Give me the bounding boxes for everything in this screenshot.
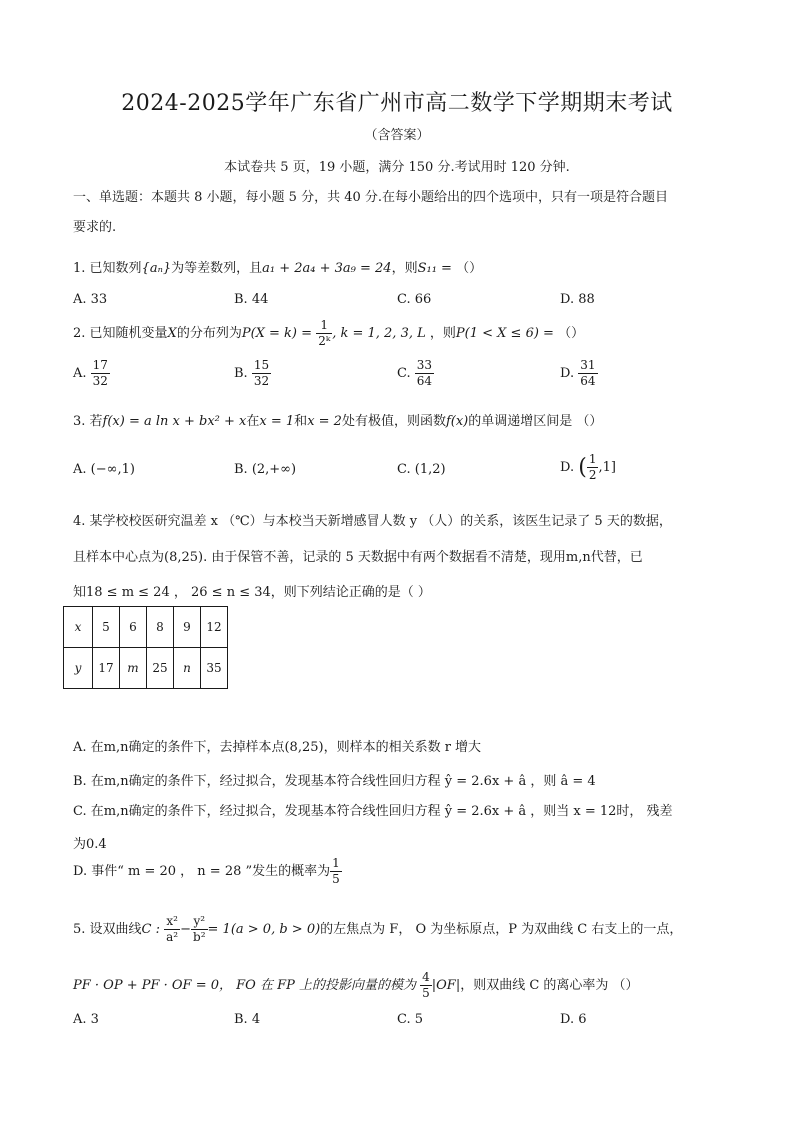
q1-seq: {aₙ} <box>141 261 172 276</box>
table-cell: 9 <box>174 607 201 648</box>
q4-d-frac <box>330 856 342 887</box>
table-cell: n <box>174 648 201 689</box>
table-row <box>64 648 228 689</box>
q3-and: 和 <box>294 414 308 429</box>
q3-x1: x = 1 <box>259 414 295 429</box>
q4-option-d <box>73 856 342 887</box>
q4-d-text: D. 事件“ m = 20 ， n = 28 ”发生的概率为 <box>73 864 331 879</box>
q3-d-bracket: ( <box>578 455 587 480</box>
q4-d-den: 5 <box>332 872 340 886</box>
q5-b2: b² <box>193 930 206 944</box>
q5-tail: 的左焦点为 F， O 为坐标原点，P 为双曲线 C 右支上的一点， <box>320 922 683 937</box>
q2-c-label: C. <box>397 366 411 381</box>
q4-d-num: 1 <box>332 856 340 870</box>
q2-a-frac <box>91 358 110 389</box>
page-subtitle: （含答案） <box>364 128 430 143</box>
q2-c-den: 64 <box>416 374 433 388</box>
q2-option-d <box>560 358 598 389</box>
q3-fx: f(x) = a ln x + bx² + x <box>102 414 247 429</box>
q3-end: 的单调递增区间是 （） <box>468 414 603 429</box>
q2-d-num: 31 <box>580 358 596 372</box>
q3-fx2: f(x) <box>445 414 469 429</box>
question-4-line3: 知18 ≤ m ≤ 24 ， 26 ≤ n ≤ 34，则下列结论正确的是（ ） <box>73 585 431 600</box>
question-5-line2 <box>73 970 639 1001</box>
q1-eq: a₁ + 2a₄ + 3a₉ = 24 <box>262 261 392 276</box>
table-cell: 12 <box>201 607 228 648</box>
q2-option-a <box>73 358 110 389</box>
section-heading: 一、单选题：本题共 8 小题，每小题 5 分，共 40 分.在每小题给出的四个选项中，只有一项是符合题目 <box>73 190 669 205</box>
table-cell: y <box>64 648 93 689</box>
question-3 <box>73 410 602 429</box>
table-cell: 8 <box>147 607 174 648</box>
question-4-line2: 且样本中心点为(8,25). 由于保管不善，记录的 5 天数据中有两个数据看不清楚，现用m,n代替，已 <box>73 550 643 565</box>
data-table <box>63 606 228 689</box>
q3-mid: 在 <box>246 414 260 429</box>
q5-y2: y² <box>191 914 208 930</box>
q3-d-num: 1 <box>588 452 597 466</box>
q2-d-label: D. <box>560 366 575 381</box>
q2-k: , k = 1, 2, 3, L <box>332 326 426 341</box>
q1-option-c: C. 66 <box>397 292 432 307</box>
q5-a2: a² <box>166 930 179 944</box>
q5-n45: 4 <box>422 970 430 984</box>
q3-option-a: A. (−∞,1) <box>73 462 135 477</box>
q3-d-label: D. <box>560 460 575 475</box>
q4-option-c-cont: 为0.4 <box>73 837 107 852</box>
q2-d-den: 64 <box>580 374 596 388</box>
q2-option-c <box>397 358 434 389</box>
q2-b-den: 32 <box>253 374 270 388</box>
q5-option-d: D. 6 <box>560 1012 587 1027</box>
q4-option-c: C. 在m,n确定的条件下，经过拟合，发现基本符合线性回归方程 ŷ = 2.6x + â ，则当 x = 12时， 残差 <box>73 804 673 819</box>
q1-paren: （） <box>456 261 483 276</box>
table-cell: 17 <box>93 648 120 689</box>
q3-d-frac <box>587 452 599 483</box>
q5-x2: x² <box>164 914 180 930</box>
q1-option-d: D. 88 <box>560 292 595 307</box>
q3-d-tail: ,1] <box>598 460 616 475</box>
q3-tail: 处有极值，则函数 <box>341 414 446 429</box>
q2-var: X <box>167 326 177 341</box>
q2-den: 2ᵏ <box>318 334 331 348</box>
q5-of: |OF| <box>431 978 461 993</box>
q5-eq: = 1(a > 0, b > 0) <box>207 922 321 937</box>
q1-tail: ，则 <box>391 261 418 276</box>
q5-line2-tail: ，则双曲线 C 的离心率为 （） <box>460 978 639 993</box>
table-cell: 25 <box>147 648 174 689</box>
page-title: 2024-2025学年广东省广州市高二数学下学期期末考试 <box>121 91 673 116</box>
q4-option-a: A. 在m,n确定的条件下，去掉样本点(8,25)，则样本的相关系数 r 增大 <box>73 740 482 755</box>
q2-tail: ，则 <box>429 326 456 341</box>
q2-pre: 2. 已知随机变量 <box>73 326 168 341</box>
q2-num: 1 <box>316 318 332 334</box>
question-5 <box>73 914 682 945</box>
question-2 <box>73 318 584 349</box>
q5-option-c: C. 5 <box>397 1012 424 1027</box>
q5-frac-x <box>164 914 180 945</box>
question-1 <box>73 257 482 276</box>
q3-option-b: B. (2,+∞) <box>234 462 297 477</box>
q2-c-frac <box>415 358 434 389</box>
section-heading-cont: 要求的. <box>73 220 117 235</box>
q5-pre: 5. 设双曲线 <box>73 922 142 937</box>
q1-option-b: B. 44 <box>234 292 269 307</box>
table-cell: m <box>120 648 147 689</box>
q2-mid: 的分布列为 <box>176 326 242 341</box>
q2-b-label: B. <box>234 366 248 381</box>
q3-x2: x = 2 <box>307 414 342 429</box>
q5-frac-y <box>191 914 208 945</box>
q3-pre: 3. 若 <box>73 414 103 429</box>
table-row <box>64 607 228 648</box>
q2-option-b <box>234 358 271 389</box>
q2-fraction <box>316 318 332 349</box>
q1-s: S₁₁ = <box>417 261 452 276</box>
q2-b-num: 15 <box>253 358 270 372</box>
q3-d-den: 2 <box>588 468 597 482</box>
q5-minus: − <box>180 922 192 937</box>
q2-a-num: 17 <box>92 358 108 372</box>
q2-c-num: 33 <box>416 358 433 372</box>
q2-prob: P(1 < X ≤ 6) = <box>455 326 554 341</box>
table-cell: 5 <box>93 607 120 648</box>
q2-px: P(X = k) = <box>241 326 313 341</box>
q5-c: C : <box>141 922 161 937</box>
q2-a-label: A. <box>73 366 87 381</box>
q3-option-c: C. (1,2) <box>397 462 446 477</box>
q3-option-d <box>560 452 616 483</box>
q2-paren: （） <box>558 326 585 341</box>
q2-b-frac <box>252 358 271 389</box>
exam-intro: 本试卷共 5 页，19 小题，满分 150 分.考试用时 120 分钟. <box>224 160 570 175</box>
q2-d-frac <box>578 358 597 389</box>
q5-option-b: B. 4 <box>234 1012 261 1027</box>
question-4-line1: 4. 某学校校医研究温差 x （℃）与本校当天新增感冒人数 y （人）的关系，该医生记录了 5 天的数据， <box>73 514 672 529</box>
q2-a-den: 32 <box>92 374 108 388</box>
q5-option-a: A. 3 <box>73 1012 99 1027</box>
q1-pre: 1. 已知数列 <box>73 261 142 276</box>
q5-frac-45 <box>420 970 432 1001</box>
table-cell: x <box>64 607 93 648</box>
table-cell: 6 <box>120 607 147 648</box>
q1-option-a: A. 33 <box>73 292 108 307</box>
table-cell: 35 <box>201 648 228 689</box>
q5-vectors: PF · OP + PF · OF = 0， FO 在 FP 上的投影向量的模为 <box>73 978 416 993</box>
q5-d45: 5 <box>422 986 430 1000</box>
q4-option-b: B. 在m,n确定的条件下，经过拟合，发现基本符合线性回归方程 ŷ = 2.6x + â ，则 â = 4 <box>73 774 596 789</box>
q1-mid: 为等差数列，且 <box>171 261 263 276</box>
